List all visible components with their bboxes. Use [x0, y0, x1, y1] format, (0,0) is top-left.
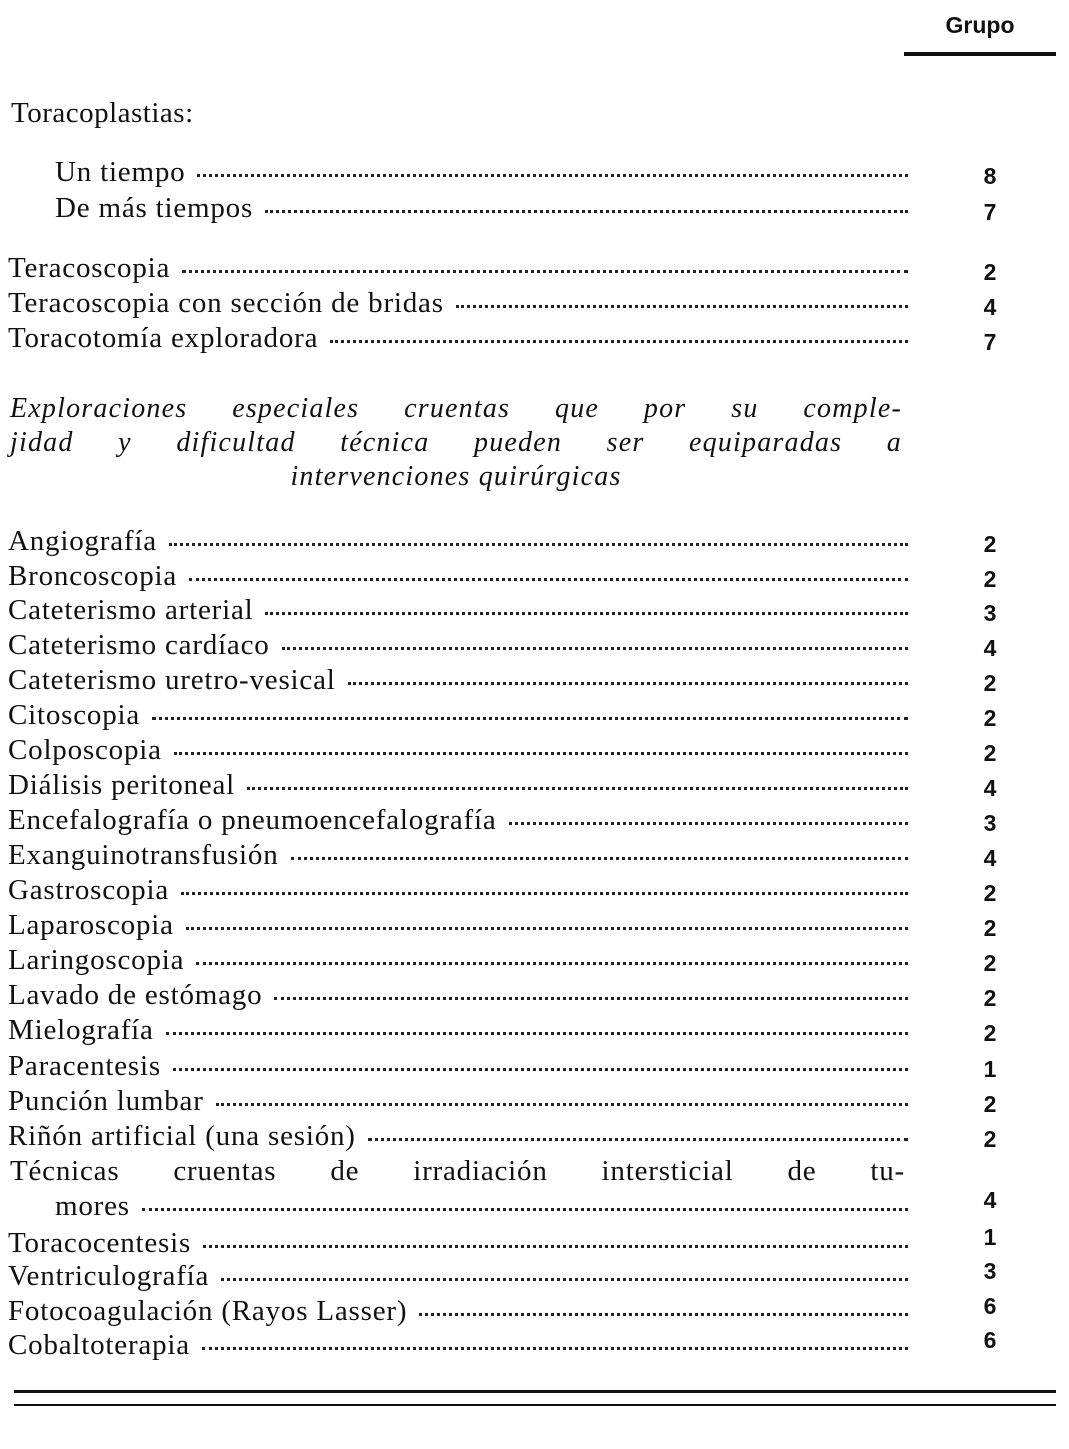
item-label: Teracoscopia con sección de bridas — [8, 287, 444, 319]
list-item — [8, 559, 908, 594]
item-group-value: 4 — [983, 294, 997, 320]
item-label: Cateterismo arterial — [8, 594, 254, 626]
list-item — [8, 1328, 908, 1363]
dot-leader — [221, 1278, 908, 1281]
dot-leader — [169, 543, 908, 546]
dot-leader — [330, 340, 908, 343]
item-label: Toracotomía exploradora — [8, 322, 319, 354]
item-label: Ventriculografía — [8, 1260, 210, 1292]
item-group-value: 2 — [983, 915, 997, 941]
item-label: Un tiempo — [55, 156, 186, 188]
item-group-value: 4 — [983, 635, 997, 661]
list-item — [8, 1119, 908, 1154]
dot-leader — [265, 612, 908, 615]
item-group-value: 6 — [983, 1293, 997, 1319]
dot-leader — [509, 822, 908, 825]
list-item — [8, 803, 908, 838]
item-label: Paracentesis — [8, 1050, 161, 1082]
list-item — [8, 524, 908, 559]
item-group-value: 2 — [983, 566, 997, 592]
bottom-rule-thin — [14, 1404, 1056, 1406]
item-group-value: 2 — [983, 259, 997, 285]
heading-line: intervenciones quirúrgicas — [290, 461, 622, 492]
item-label: Cobaltoterapia — [8, 1329, 190, 1361]
dot-leader — [348, 682, 908, 685]
list-item — [8, 698, 908, 733]
item-group-value: 2 — [983, 740, 997, 766]
item-label: Fotocoagulación (Rayos Lasser) — [8, 1295, 408, 1327]
item-label: Broncoscopia — [8, 560, 178, 592]
dot-leader — [282, 647, 908, 650]
wrapped-item-line1: Técnicas cruentas de irradiación intersticial de tu- — [10, 1155, 905, 1187]
item-label: Gastroscopia — [8, 874, 170, 906]
list-item — [8, 908, 908, 943]
list-item — [8, 1259, 908, 1294]
item-label: Lavado de estómago — [8, 979, 263, 1011]
dot-leader — [291, 857, 908, 860]
column-header-grupo: Grupo — [945, 12, 1015, 38]
item-label: Colposcopia — [8, 734, 162, 766]
list-item — [8, 628, 908, 663]
section-heading-toracoplastias: Toracoplastias: — [11, 97, 194, 129]
item-label: Laparoscopia — [8, 909, 174, 941]
item-label: Cateterismo cardíaco — [8, 629, 270, 661]
item-group-value: 4 — [983, 1187, 997, 1213]
bottom-rule-thick — [14, 1390, 1056, 1393]
list-item — [55, 191, 908, 226]
item-group-value: 3 — [983, 1258, 997, 1284]
item-group-value: 1 — [983, 1224, 997, 1250]
item-group-value: 2 — [983, 880, 997, 906]
list-item — [8, 733, 908, 768]
list-item — [8, 286, 908, 321]
item-group-value: 2 — [983, 670, 997, 696]
item-group-value: 3 — [983, 810, 997, 836]
item-label: Punción lumbar — [8, 1085, 204, 1117]
item-label: De más tiempos — [55, 192, 254, 224]
dot-leader — [173, 1068, 908, 1071]
heading-line: jidad y dificultad técnica pueden ser equiparadas a — [10, 427, 902, 458]
list-item — [8, 1226, 908, 1261]
item-label: Diálisis peritoneal — [8, 769, 236, 801]
dot-leader — [265, 210, 908, 213]
item-label: Teracoscopia — [8, 252, 171, 284]
column-header-rule — [904, 52, 1056, 56]
item-group-value: 4 — [983, 845, 997, 871]
list-item — [8, 1084, 908, 1119]
item-label: Riñón artificial (una sesión) — [8, 1120, 356, 1152]
item-group-value: 7 — [983, 199, 997, 225]
list-item — [8, 943, 908, 978]
dot-leader — [152, 717, 908, 720]
item-group-value: 2 — [983, 1126, 997, 1152]
dot-leader — [216, 1103, 908, 1106]
item-group-value: 4 — [983, 775, 997, 801]
dot-leader — [186, 927, 908, 930]
dot-leader — [166, 1032, 908, 1035]
dot-leader — [189, 578, 908, 581]
list-item — [55, 155, 908, 190]
item-group-value: 6 — [983, 1327, 997, 1353]
item-group-value: 2 — [983, 1020, 997, 1046]
dot-leader — [181, 892, 908, 895]
dot-leader — [247, 787, 908, 790]
item-label: Encefalografía o pneumoencefalografía — [8, 804, 497, 836]
list-item — [8, 1294, 908, 1329]
item-group-value: 1 — [983, 1056, 997, 1082]
item-label: Toracocentesis — [8, 1227, 192, 1259]
dot-leader — [202, 1347, 908, 1350]
heading-line: Exploraciones especiales cruentas que por su comple- — [10, 393, 902, 424]
list-item — [8, 251, 908, 286]
list-item — [8, 873, 908, 908]
list-item — [8, 1013, 908, 1048]
item-label: Cateterismo uretro-vesical — [8, 664, 336, 696]
item-label: Exanguinotransfusión — [8, 839, 279, 871]
item-group-value: 2 — [983, 1091, 997, 1117]
list-item — [8, 838, 908, 873]
item-group-value: 8 — [983, 163, 997, 189]
item-group-value: 2 — [983, 950, 997, 976]
item-group-value: 2 — [983, 705, 997, 731]
item-group-value: 2 — [983, 985, 997, 1011]
dot-leader — [368, 1138, 908, 1141]
item-label: Citoscopia — [8, 699, 141, 731]
item-label: mores — [55, 1190, 130, 1222]
item-label: Angiografía — [8, 525, 157, 557]
list-item — [8, 978, 908, 1013]
dot-leader — [197, 174, 908, 177]
item-group-value: 2 — [983, 531, 997, 557]
dot-leader — [182, 270, 908, 273]
list-item — [8, 768, 908, 803]
dot-leader — [456, 305, 908, 308]
list-item — [8, 663, 908, 698]
item-label: Laringoscopia — [8, 944, 185, 976]
item-group-value: 7 — [983, 329, 997, 355]
list-item — [8, 593, 908, 628]
section-heading-exploraciones — [10, 392, 902, 494]
dot-leader — [142, 1208, 908, 1211]
dot-leader — [419, 1313, 908, 1316]
item-label: Mielografía — [8, 1014, 154, 1046]
dot-leader — [203, 1245, 908, 1248]
list-item — [8, 1049, 908, 1084]
dot-leader — [196, 962, 908, 965]
dot-leader — [174, 752, 908, 755]
dot-leader — [274, 997, 908, 1000]
list-item — [8, 321, 908, 356]
item-group-value: 3 — [983, 600, 997, 626]
list-item — [55, 1189, 908, 1224]
